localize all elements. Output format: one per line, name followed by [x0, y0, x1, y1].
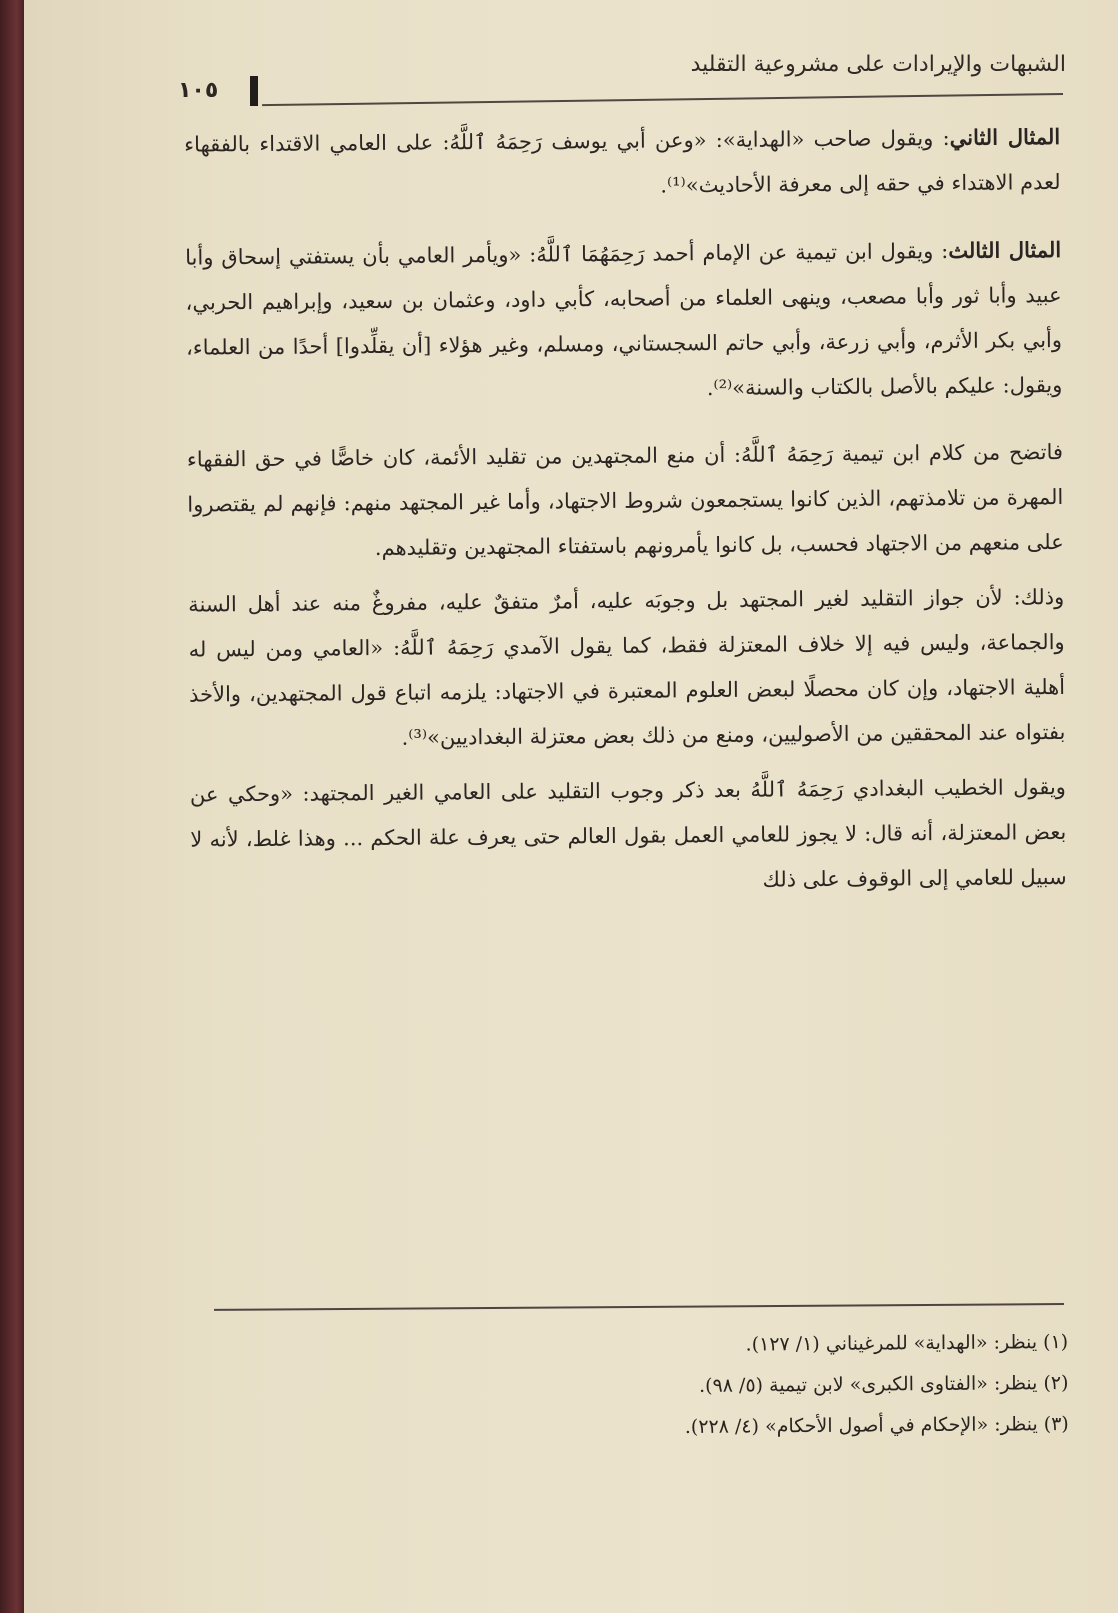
paragraph-reason	[188, 575, 1066, 763]
running-head: الشبهات والإيرادات على مشروعية التقليد	[690, 52, 1066, 77]
paragraph-example-three	[185, 227, 1063, 416]
footnote-rule	[214, 1303, 1064, 1311]
paragraph-label: المثال الثالث	[948, 236, 1062, 263]
header-rule	[262, 93, 1063, 106]
header-bar-mark	[250, 76, 258, 106]
page-number: ١٠٥	[178, 78, 219, 103]
paragraph-conclusion	[187, 430, 1064, 573]
paragraph-label: المثال الثاني	[949, 123, 1061, 150]
book-binding-edge	[0, 0, 24, 1613]
paragraph-khatib	[190, 765, 1067, 908]
paragraph-text: : ويقول صاحب «الهداية»: «وعن أبي يوسف رَحِمَهُ ٱللَّهُ: على العامي الاقتداء بالفقهاء لعدم الاهتداء في حقه إلى معرفة الأحاديث»⁽¹⁾.	[184, 125, 1061, 198]
footnote-item: (٢) ينظر: «الفتاوى الكبرى» لابن تيمية (٥/ ٩٨).	[698, 1371, 1069, 1397]
paragraph-example-two	[184, 114, 1061, 213]
paragraph-text: وذلك: لأن جواز التقليد لغير المجتهد بل وجوبَه عليه، أمرٌ متفقٌ عليه، مفروغٌ منه عند أهل السنة والجماعة، وليس فيه إلا خلاف المعتزلة فقط، كما يقول الآمدي رَحِمَهُ ٱللَّهُ: «العامي ومن ليس له أهلية الاجتهاد، وإن كان محصلًا لبعض العلوم المعتبرة في الاجتهاد: يلزمه اتباع قول المجتهدين، والأخذ بفتواه عند المحققين من الأصوليين، ومنع من ذلك بعض معتزلة البغداديين»⁽³⁾.	[188, 584, 1066, 750]
paragraph-text: : ويقول ابن تيمية عن الإمام أحمد رَحِمَهُمَا ٱللَّهُ: «ويأمر العامي بأن يستفتي إسحاق وأبا عبيد وأبا ثور وأبا مصعب، وينهى العلماء من أصحابه، كأبي داود، وعثمان بن سعيد، وإبراهيم الحربي، وأبي بكر الأثرم، وأبي زرعة، وأبي حاتم السجستاني، ومسلم، وغير هؤلاء [أن يقلِّدوا] أحدًا من العلماء، ويقول: عليكم بالأصل بالكتاب والسنة»⁽²⁾.	[185, 238, 1063, 401]
paragraph-text: ويقول الخطيب البغدادي رَحِمَهُ ٱللَّهُ بعد ذكر وجوب التقليد على العامي الغير المجتهد: «وحكي عن بعض المعتزلة، أنه قال: لا يجوز للعامي العمل بقول العالم حتى يعرف علة الحكم ... وهذا غلط، لأنه لا سبيل للعامي إلى الوقوف على ذلك	[189, 774, 1067, 892]
footnote-item: (١) ينظر: «الهداية» للمرغيناني (١/ ١٢٧).	[745, 1330, 1069, 1356]
footnote-item: (٣) ينظر: «الإحكام في أصول الأحكام» (٤/ ٢٢٨).	[684, 1412, 1069, 1439]
book-page	[24, 0, 1118, 1613]
body-text	[184, 114, 1069, 1122]
paragraph-text: فاتضح من كلام ابن تيمية رَحِمَهُ ٱللَّهُ: أن منع المجتهدين من تقليد الأئمة، كان خاصًّا في حق الفقهاء المهرة من تلامذتهم، الذين كانوا يستجمعون شروط الاجتهاد، وأما غير المجتهد منهم: فإنهم لم يقتصروا على منعهم من الاجتهاد فحسب، بل كانوا يأمرونهم باستفتاء المجتهدين وتقليدهم.	[186, 439, 1064, 560]
footnotes	[188, 1322, 1069, 1452]
